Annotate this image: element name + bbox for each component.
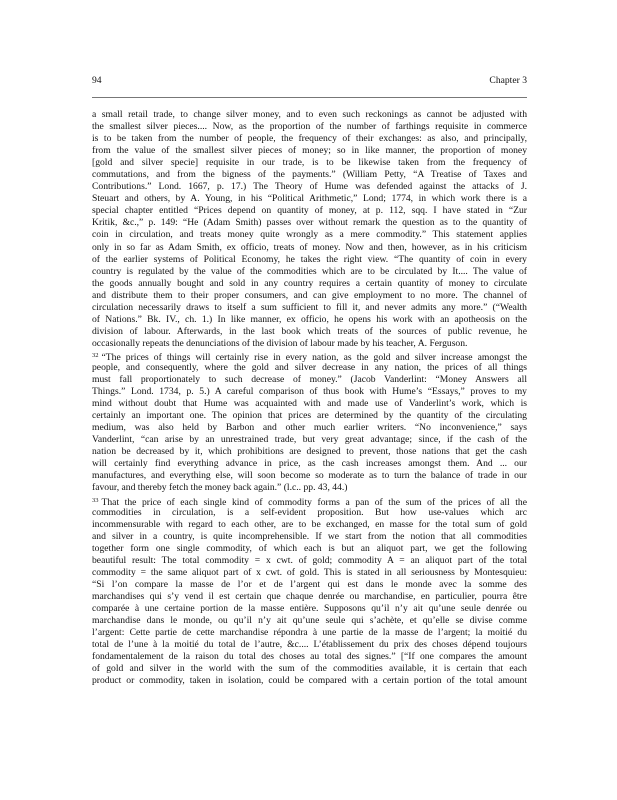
text-line bbox=[92, 567, 527, 579]
text-line bbox=[92, 266, 527, 278]
line-text: from the value of the smallest silver pieces of money; so in like manner, the proportion of money bbox=[92, 145, 527, 157]
line-text: of the earlier systems of Political Economy, he takes the right view. “The quantity of coin in every bbox=[92, 253, 527, 265]
line-text: product or commodity, taken in isolation, could be compared with a certain portion of the total amount bbox=[92, 675, 527, 687]
text-line bbox=[92, 555, 527, 567]
line-text: Things.” Lond. 1734, p. 5.) A careful comparison of thus book with Hume’s “Essays,” proves to my bbox=[92, 386, 527, 398]
text-line bbox=[92, 205, 527, 217]
text-line bbox=[92, 157, 527, 169]
page-number: 94 bbox=[92, 75, 102, 86]
line-text: marchandises qui s’y vend il est certain que chaque denrée ou marchandise, en particulier, pourra être bbox=[92, 590, 527, 602]
line-text: “Si l’on compare la masse de l’or et de l’argent qui est dans le monde avec la somme des bbox=[92, 578, 527, 590]
text-line bbox=[92, 543, 527, 555]
line-text: circulation necessarily draws to itself a sum sufficient to fill it, and never admits any more.” (“Wealth bbox=[92, 301, 527, 313]
text-line bbox=[92, 410, 527, 422]
line-text: Contributions.” Lond. 1667, p. 17.) The Theory of Hume was defended against the attacks of J. bbox=[92, 181, 527, 193]
text-line bbox=[92, 193, 527, 205]
text-line bbox=[92, 145, 527, 157]
line-text: and distribute them to their proper consumers, and can give employment to no more. The channel of bbox=[92, 289, 527, 301]
footnote-marker: 32 bbox=[92, 351, 99, 359]
text-line bbox=[92, 278, 527, 290]
line-text: Kritik, &c.,” p. 149: “He (Adam Smith) passes over without remark the question as to the quantity of bbox=[92, 217, 527, 229]
line-text: Steuart and others, by A. Young, in his “Political Arithmetic,” Lond; 1774, in which work there is a bbox=[92, 193, 527, 205]
line-text: will certainly find everything advance in price, as the cash increases amongst them. And ... our bbox=[92, 458, 527, 470]
line-text: [gold and silver specie] requisite in our trade, is to be likewise taken from the frequency of bbox=[92, 157, 527, 169]
text-line bbox=[92, 386, 527, 398]
line-text: certainly an important one. The opinion that prices are determined by the quantity of the circulating bbox=[92, 410, 527, 422]
line-text: the goods annually bought and sold in any country requires a certain quantity of money to circulate bbox=[92, 277, 527, 289]
footnote-marker: 33 bbox=[92, 496, 99, 504]
text-line bbox=[92, 350, 527, 362]
text-line bbox=[92, 531, 527, 543]
text-line bbox=[92, 181, 527, 193]
line-text: medium, was also held by Barbon and other much earlier writers. “No inconvenience,” says bbox=[92, 422, 527, 434]
line-text: commutations, and from the bigness of the payments.” (William Petty, “A Treatise of Taxes and bbox=[92, 169, 527, 181]
line-text: manufactures, and everything else, will soon become so moderate as to turn the balance of trade in our bbox=[92, 470, 527, 482]
text-line bbox=[92, 398, 527, 410]
text-line bbox=[92, 109, 527, 121]
text-line bbox=[92, 326, 527, 338]
line-text: beautiful result: The total commodity = x cwt. of gold; commodity A = an aliquot part of the total bbox=[92, 554, 527, 566]
text-line bbox=[92, 434, 527, 446]
line-text: coin in circulation, and treats money quite wrongly as a mere commodity.” This statement applies bbox=[92, 229, 527, 241]
header-rule bbox=[92, 97, 527, 98]
line-text: and silver in a country, is quite incomprehensible. If we start from the notion that all commodities bbox=[92, 530, 527, 542]
line-text: total de l’une à la moitié du total de l’autre, &c.... L’établissement du prix des choses dépend toujours bbox=[92, 639, 527, 651]
line-text: l’argent: Cette partie de cette marchandise répondra à une partie de la masse de l’argent; la moitié du bbox=[92, 627, 527, 639]
text-line bbox=[92, 374, 527, 386]
line-text: nation be decreased by it, which prohibitions are designed to prevent, those nations that get the cash bbox=[92, 446, 527, 458]
line-text: commodity = the same aliquot part of x cwt. of gold. This is stated in all seriousness by Montesquieu: bbox=[92, 566, 527, 578]
text-line bbox=[92, 639, 527, 651]
text-line bbox=[92, 507, 527, 519]
line-text: favour, and thereby fetch the money back again.” (l.c.. pp. 43, 44.) bbox=[92, 482, 348, 494]
text-line bbox=[92, 314, 527, 326]
line-text: incommensurable with regard to each other, are to be exchanged, en masse for the total sum of gold bbox=[92, 518, 527, 530]
text-line bbox=[92, 229, 527, 241]
line-text: mind without doubt that Hume was acquainted with and made use of Vanderlint’s work, which is bbox=[92, 398, 527, 410]
line-text: the smallest silver pieces.... Now, as the proportion of the number of farthings requisite in commerce bbox=[92, 121, 527, 133]
text-line bbox=[92, 663, 527, 675]
line-text: country is regulated by the value of the commodities which are to be circulated by It.... The value of bbox=[92, 265, 527, 277]
line-text: division of labour. Afterwards, in the last book which treats of the sources of public revenue, he bbox=[92, 325, 527, 337]
text-line bbox=[92, 446, 527, 458]
line-text: of gold and silver in the world with the sum of the commodities available, it is certain that each bbox=[92, 663, 527, 675]
text-line bbox=[92, 519, 527, 531]
line-text: of Nations.” Bk. IV., ch. 1.) In like manner, ex officio, he opens his work with an apotheosis on the bbox=[92, 313, 527, 325]
chapter-label: Chapter 3 bbox=[489, 75, 527, 86]
text-line bbox=[92, 591, 527, 603]
line-text: a small retail trade, to change silver money, and to even such reckonings as cannot be adjusted with bbox=[92, 109, 527, 120]
line-text: people, and consequently, where the gold and silver decrease in any nation, the prices of all things bbox=[92, 361, 527, 373]
line-text: fondamentalement de la raison du total des choses au total des signes.” [“If one compares the amount bbox=[92, 651, 527, 663]
text-line bbox=[92, 362, 527, 374]
line-text: Vanderlint, “can arise by an unrestrained trade, but very great advantage; since, if the cash of the bbox=[92, 434, 527, 446]
line-text: “The prices of things will certainly rise in every nation, as the gold and silver increase amongst the bbox=[101, 351, 527, 363]
line-text: marchandise dans le monde, ou qu’il n’y ait qu’une seule qui s’achète, et qu’elle se divise comme bbox=[92, 614, 527, 626]
text-line bbox=[92, 651, 527, 663]
text-line bbox=[92, 121, 527, 133]
line-text: comparée à une certaine portion de la masse entière. Supposons qu’il n’y ait qu’une seule denrée ou bbox=[92, 602, 527, 614]
text-line bbox=[92, 458, 527, 470]
text-line bbox=[92, 217, 527, 229]
line-text: only in so far as Adam Smith, ex officio, treats of money. Now and then, however, as in his criticism bbox=[92, 241, 527, 253]
line-text: commodities in circulation, is a self-evident proposition. But how use-values which arc bbox=[92, 506, 527, 518]
line-text: together form one single commodity, of which each is but an aliquot part, we get the following bbox=[92, 542, 527, 554]
line-text: That the price of each single kind of commodity forms a pan of the sum of the prices of all the bbox=[101, 496, 527, 508]
text-line bbox=[92, 302, 527, 314]
text-line bbox=[92, 579, 527, 591]
text-line bbox=[92, 675, 527, 687]
line-text: occasionally repeats the denunciations of the division of labour made by his teacher, A. Ferguson. bbox=[92, 337, 468, 349]
text-line bbox=[92, 470, 527, 482]
footnote-text-block bbox=[92, 109, 527, 687]
text-line bbox=[92, 338, 527, 350]
text-line bbox=[92, 169, 527, 181]
text-line bbox=[92, 615, 527, 627]
text-line bbox=[92, 290, 527, 302]
text-line bbox=[92, 495, 527, 507]
text-line bbox=[92, 603, 527, 615]
text-line bbox=[92, 242, 527, 254]
text-line bbox=[92, 133, 527, 145]
text-line bbox=[92, 482, 527, 494]
text-line bbox=[92, 627, 527, 639]
text-line bbox=[92, 254, 527, 266]
running-header bbox=[92, 75, 527, 89]
line-text: must fall proportionately to such decrease of money.” (Jacob Vanderlint: “Money Answers all bbox=[92, 374, 527, 386]
line-text: is to be taken from the number of people, the frequency of their exchanges: as also, and principally, bbox=[92, 133, 527, 145]
text-line bbox=[92, 422, 527, 434]
line-text: special chapter entitled “Prices depend on quantity of money, at p. 112, sqq. I have stated in “Zur bbox=[92, 205, 527, 217]
